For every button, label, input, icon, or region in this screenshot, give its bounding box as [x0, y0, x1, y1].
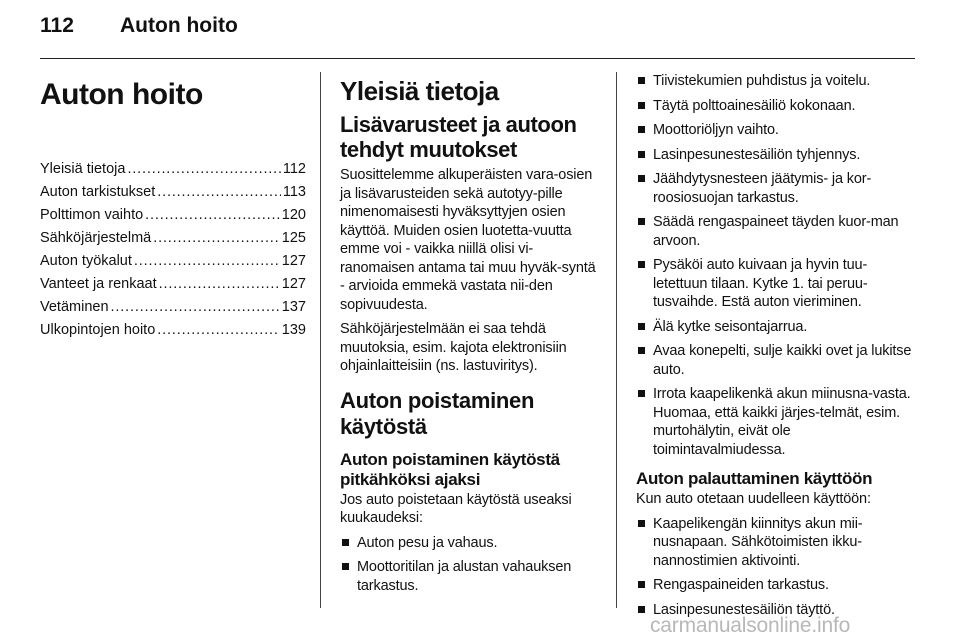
bullet-list: [636, 72, 916, 459]
toc-item[interactable]: [40, 181, 306, 204]
toc-item[interactable]: [40, 250, 306, 273]
toc-leader: [145, 204, 280, 227]
table-of-contents: [40, 158, 306, 342]
list-item: [636, 213, 916, 250]
bullet-square-icon: [638, 347, 645, 354]
toc-leader: [157, 181, 281, 204]
toc-leader: [127, 158, 280, 181]
bullet-square-icon: [638, 390, 645, 397]
chapter-title: Auton hoito: [40, 78, 203, 111]
column-right: [636, 72, 916, 625]
list-item: [636, 146, 916, 165]
toc-page: 113: [282, 184, 306, 200]
list-item-text: Lasinpesunestesäiliön täyttö.: [653, 601, 835, 618]
toc-label: Ulkopintojen hoito: [40, 322, 156, 338]
bullet-square-icon: [638, 218, 645, 225]
toc-page: 137: [281, 299, 306, 315]
toc-leader: [153, 227, 280, 250]
bullet-square-icon: [638, 126, 645, 133]
page-number: 112: [40, 14, 74, 37]
toc-item[interactable]: [40, 227, 306, 250]
bullet-square-icon: [638, 520, 645, 527]
list-item: [636, 385, 916, 459]
list-item-text: Älä kytke seisontajarrua.: [653, 318, 808, 335]
toc-label: Auton tarkistukset: [40, 184, 156, 200]
toc-label: Vanteet ja renkaat: [40, 276, 157, 292]
bullet-square-icon: [342, 539, 349, 546]
list-item: [636, 170, 916, 207]
bullet-list: [636, 515, 916, 620]
column-divider-right: [616, 72, 617, 608]
subsection-title: Lisävarusteet ja autoon tehdyt muutokset: [340, 112, 577, 162]
bullet-square-icon: [638, 581, 645, 588]
toc-label: Sähköjärjestelmä: [40, 230, 152, 246]
toc-label: Vetäminen: [40, 299, 109, 315]
bullet-square-icon: [638, 606, 645, 613]
toc-label: Yleisiä tietoja: [40, 161, 126, 177]
list-item-text: Tiivistekumien puhdistus ja voitelu.: [653, 73, 871, 89]
list-item: [340, 534, 604, 553]
toc-item[interactable]: [40, 319, 306, 342]
toc-leader: [159, 273, 280, 296]
toc-leader: [157, 319, 280, 342]
bullet-square-icon: [638, 323, 645, 330]
list-item-text: Lasinpesunestesäiliön tyhjennys.: [653, 146, 861, 163]
list-item: [636, 342, 916, 379]
toc-page: 120: [281, 207, 306, 223]
list-item-text: Pysäköi auto kuivaan ja hyvin tuu-letettuun tilaan. Kytke 1. tai peruu-tusvaihde. Estä auton vieriminen.: [653, 257, 868, 310]
toc-leader: [134, 250, 280, 273]
toc-item[interactable]: [40, 204, 306, 227]
toc-page: 127: [281, 276, 306, 292]
list-item-text: Säädä rengaspaineet täyden kuor-man arvoon.: [653, 214, 899, 249]
body-paragraph: Suosittelemme alkuperäisten vara-osien ja lisävarusteiden sekä autotyy-pille nimenomaisesti hyväksyttyjen osien käyttöä. Muiden osien luotetta-vuutta emme voi - vaikka niillä olisi vi-ranomaisen antama tai muu hyväk-syntä - arvioida emmekä vastata nii-den sopivuudesta.: [340, 167, 596, 313]
body-paragraph: Sähköjärjestelmään ei saa tehdä muutoksia, esim. kajota elektronisiin ohjainlaitteisiin (ns. lastuviritys).: [340, 321, 567, 374]
list-item-text: Rengaspaineiden tarkastus.: [653, 577, 829, 593]
list-item: [636, 318, 916, 337]
running-title: Auton hoito: [120, 14, 238, 37]
toc-item[interactable]: [40, 273, 306, 296]
list-item: [636, 72, 916, 91]
body-paragraph: Jos auto poistetaan käytöstä useaksi kuukaudeksi:: [340, 491, 572, 526]
toc-page: 127: [281, 253, 306, 269]
toc-item[interactable]: [40, 158, 306, 181]
list-item-text: Jäähdytysnesteen jäätymis- ja kor-roosiosuojan tarkastus.: [653, 171, 872, 206]
list-item-text: Täytä polttoainesäiliö kokonaan.: [653, 97, 856, 114]
toc-page: 112: [282, 161, 306, 177]
toc-page: 139: [281, 322, 306, 338]
list-item: [636, 121, 916, 140]
toc-leader: [111, 296, 280, 319]
list-item-text: Moottoritilan ja alustan vahauksen tarkastus.: [357, 559, 572, 594]
column-divider-left: [320, 72, 321, 608]
list-item: [636, 576, 916, 595]
bullet-square-icon: [638, 151, 645, 158]
minor-heading: Auton poistaminen käytöstä pitkähköksi ajaksi: [340, 449, 560, 489]
bullet-square-icon: [638, 102, 645, 109]
section-title: Auton poistaminen käytöstä: [340, 387, 535, 439]
header-rule: [40, 58, 915, 59]
list-item: [636, 256, 916, 312]
list-item: [636, 515, 916, 571]
list-item-text: Moottoriöljyn vaihto.: [653, 122, 779, 138]
watermark-text: carmanualsonline.info: [650, 614, 851, 637]
bullet-square-icon: [342, 563, 349, 570]
toc-label: Polttimon vaihto: [40, 207, 144, 223]
list-item-text: Avaa konepelti, sulje kaikki ovet ja lukitse auto.: [653, 343, 912, 378]
bullet-square-icon: [638, 175, 645, 182]
bullet-square-icon: [638, 77, 645, 84]
body-paragraph: Kun auto otetaan uudelleen käyttöön:: [636, 491, 871, 507]
column-left: [40, 72, 306, 342]
toc-page: 125: [281, 230, 306, 246]
section-title: Yleisiä tietoja: [340, 76, 499, 106]
minor-heading: Auton palauttaminen käyttöön: [636, 469, 873, 488]
list-item-text: Kaapelikengän kiinnitys akun mii-nusnapaan. Sähkötoimisten ikku-nannostimien aktivointi.: [653, 515, 863, 569]
toc-item[interactable]: [40, 296, 306, 319]
toc-label: Auton työkalut: [40, 253, 132, 269]
bullet-square-icon: [638, 261, 645, 268]
list-item-text: Auton pesu ja vahaus.: [357, 534, 498, 551]
list-item-text: Irrota kaapelikenkä akun miinusna-vasta. Huomaa, että kaikki järjes-telmät, esim. murtohälytin, eivät ole toimintavalmiudessa.: [653, 386, 911, 458]
bullet-list: [340, 534, 604, 596]
list-item: [636, 97, 916, 116]
list-item: [340, 558, 604, 595]
column-middle: [340, 72, 604, 601]
